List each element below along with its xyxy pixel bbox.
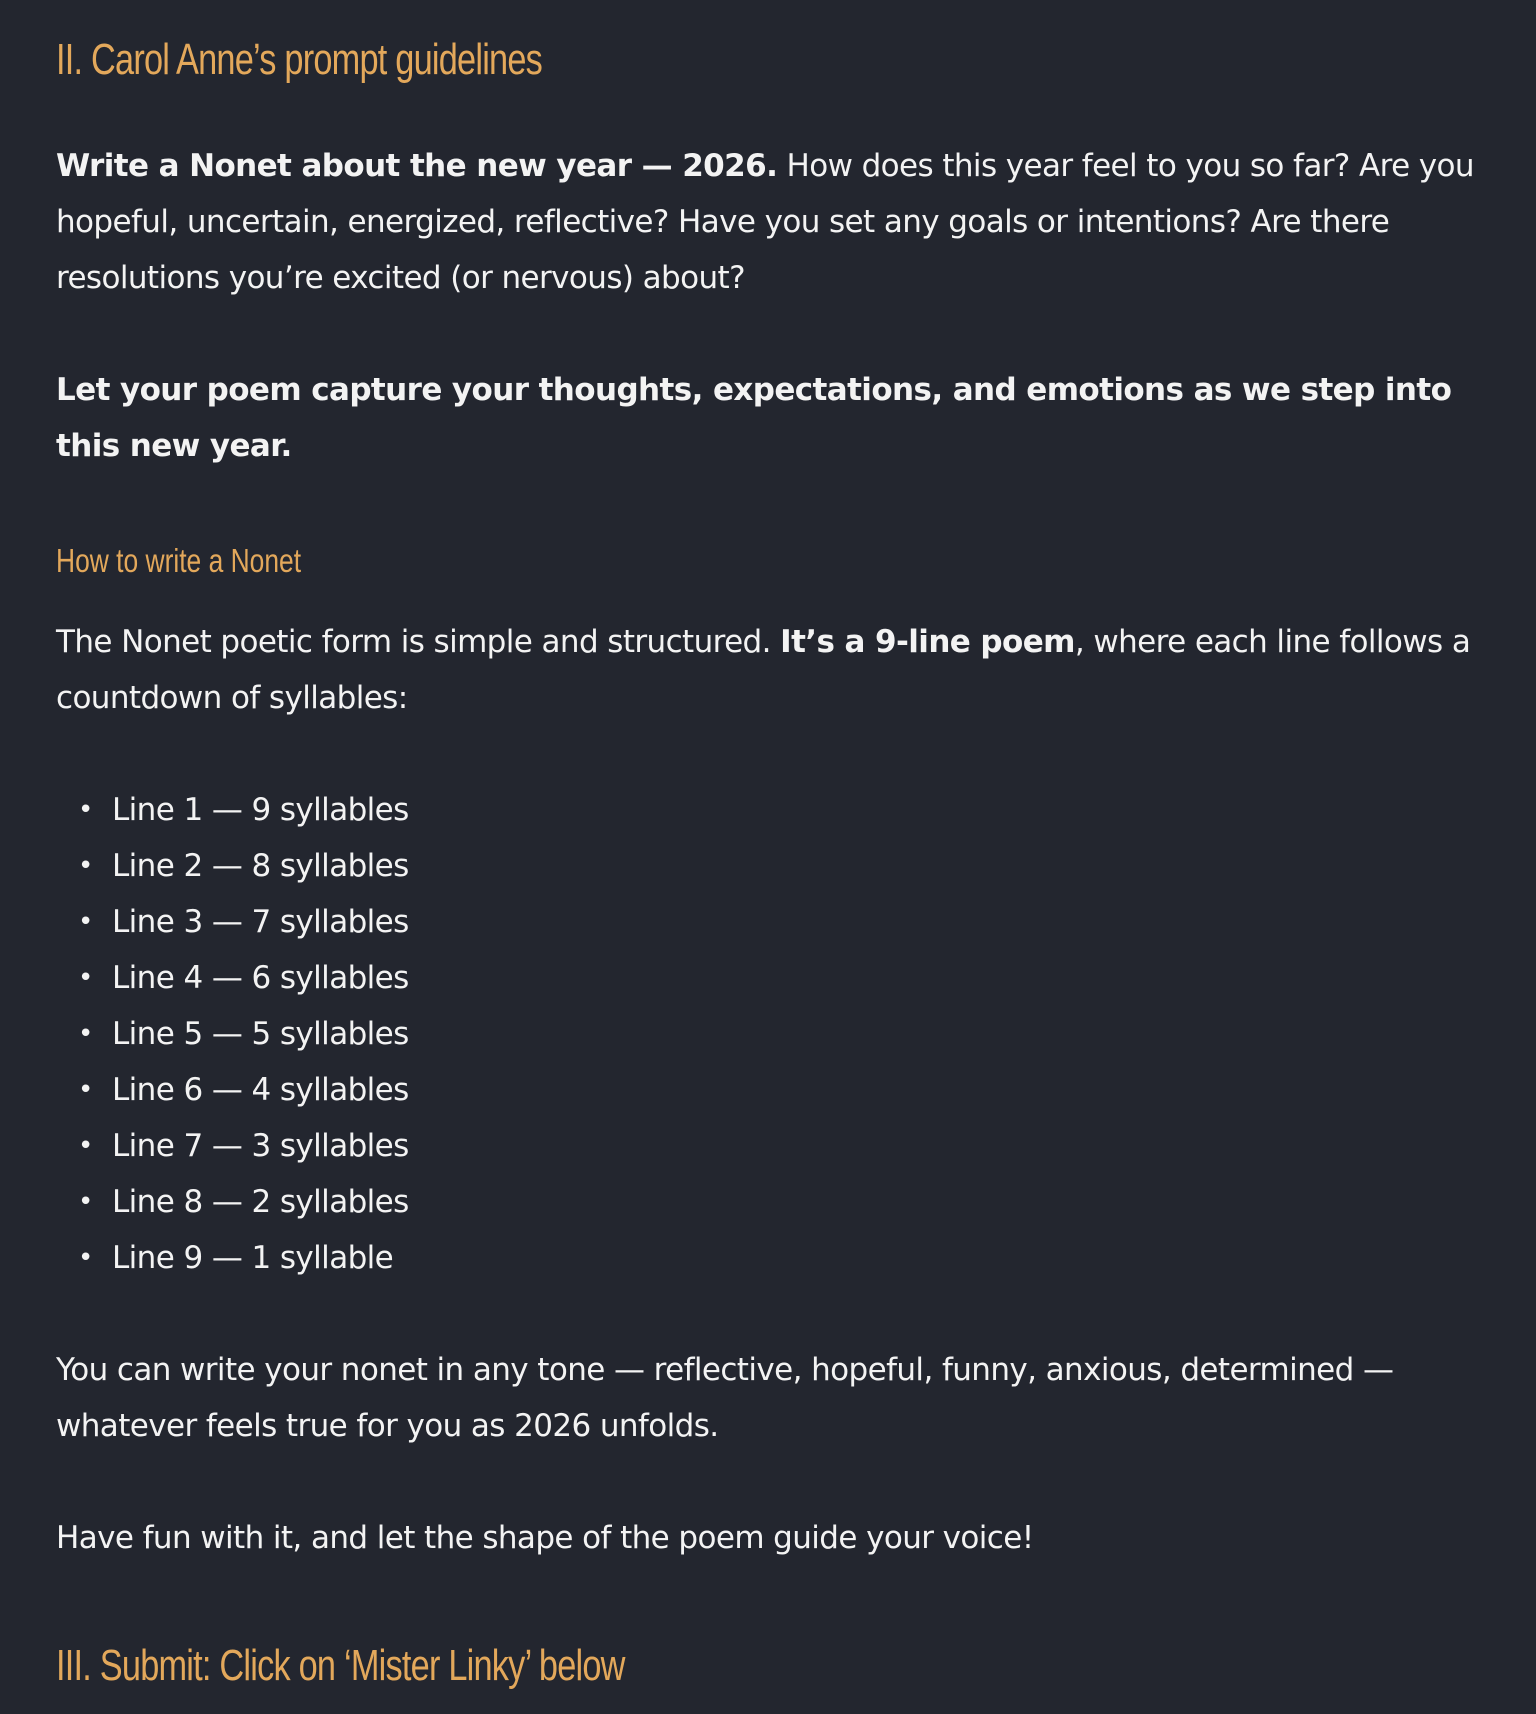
list-item xyxy=(56,838,409,894)
bullet-icon: • xyxy=(78,795,93,825)
list-item-text: Line 4 — 6 syllables xyxy=(112,960,409,996)
howto-intro-start: The Nonet poetic form is simple and structured. xyxy=(56,624,781,660)
list-item-text: Line 3 — 7 syllables xyxy=(112,904,409,940)
tone-paragraph: You can write your nonet in any tone — reflective, hopeful, funny, anxious, determined — whatever feels true for you as 2026 unfolds. xyxy=(56,1352,1394,1444)
list-item xyxy=(56,1230,409,1286)
list-item xyxy=(56,782,409,838)
bullet-icon: • xyxy=(78,1019,93,1049)
list-item xyxy=(56,894,409,950)
bullet-icon: • xyxy=(78,851,93,881)
section-heading-guidelines: II. Carol Anne’s prompt guidelines xyxy=(56,35,543,84)
bullet-icon: • xyxy=(78,907,93,937)
list-item xyxy=(56,1174,409,1230)
list-item-text: Line 2 — 8 syllables xyxy=(112,848,409,884)
list-item xyxy=(56,950,409,1006)
howto-heading: How to write a Nonet xyxy=(56,542,302,579)
howto-intro xyxy=(56,614,1476,726)
emphasis-paragraph xyxy=(56,362,1476,474)
list-item xyxy=(56,1062,409,1118)
list-item-text: Line 1 — 9 syllables xyxy=(112,792,409,828)
list-item-text: Line 8 — 2 syllables xyxy=(112,1184,409,1220)
bullet-icon: • xyxy=(78,1131,93,1161)
closing-paragraph: Have fun with it, and let the shape of the poem guide your voice! xyxy=(56,1520,1034,1556)
list-item-text: Line 9 — 1 syllable xyxy=(112,1240,394,1276)
emphasis-text: Let your poem capture your thoughts, expectations, and emotions as we step into this new year. xyxy=(56,372,1452,464)
howto-intro-bold: It’s a 9-line poem xyxy=(780,624,1075,660)
bullet-icon: • xyxy=(78,1243,93,1273)
list-item xyxy=(56,1118,409,1174)
list-item-text: Line 7 — 3 syllables xyxy=(112,1128,409,1164)
section-heading-submit: III. Submit: Click on ‘Mister Linky’ below xyxy=(56,1641,625,1690)
prompt-questions: How does this year feel to you so far? Are you hopeful, uncertain, energized, reflective? Have you set any goals or intentions? Are there resolutions you’re excited (or nervous) about? xyxy=(56,148,1474,296)
bullet-icon: • xyxy=(78,1075,93,1105)
list-item-text: Line 6 — 4 syllables xyxy=(112,1072,409,1108)
syllable-list xyxy=(56,782,409,1286)
prompt-paragraph xyxy=(56,138,1476,306)
prompt-bold-lead: Write a Nonet about the new year — 2026. xyxy=(56,148,778,184)
list-item xyxy=(56,1006,409,1062)
bullet-icon: • xyxy=(78,963,93,993)
howto-intro-end: , where each line follows a countdown of syllables: xyxy=(56,624,1471,716)
list-item-text: Line 5 — 5 syllables xyxy=(112,1016,409,1052)
bullet-icon: • xyxy=(78,1187,93,1217)
